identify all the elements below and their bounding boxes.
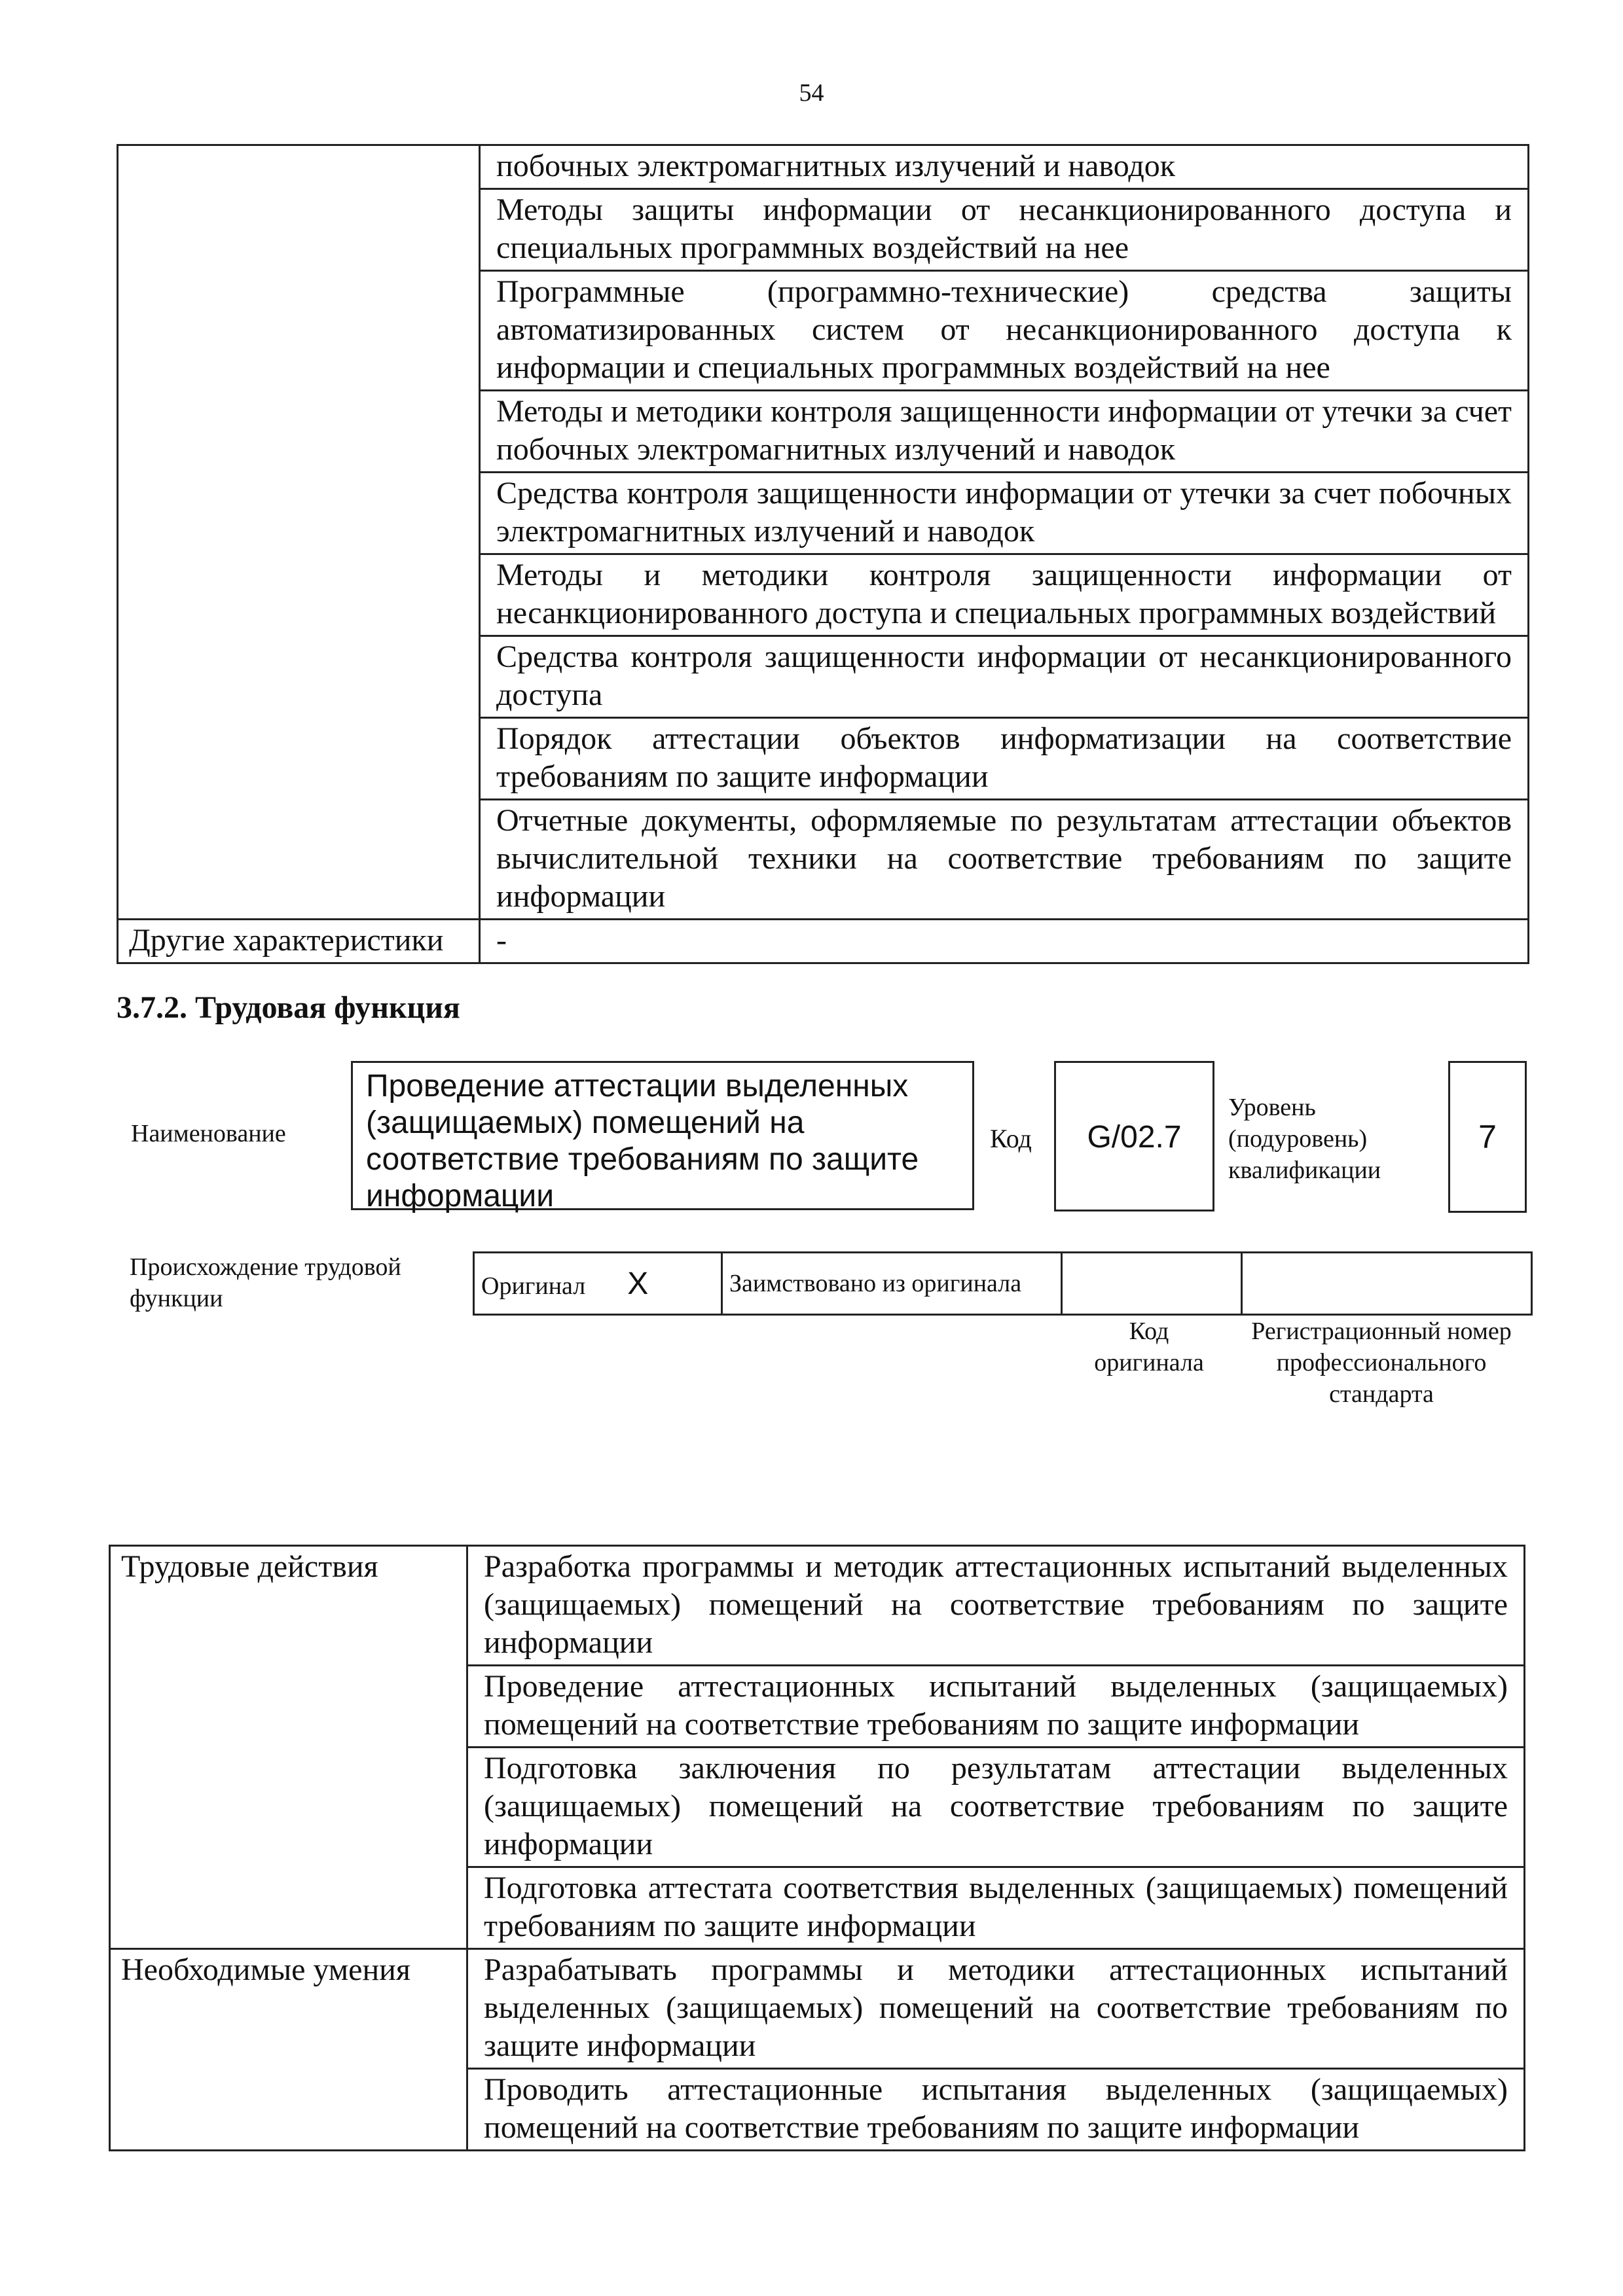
table-row: Порядок аттестации объектов информатизации на соответствие требованиям по защите информации (480, 718, 1529, 800)
knowledge-label-cell (118, 145, 480, 920)
name-label: Наименование (131, 1120, 286, 1147)
table-row: Средства контроля защищенности информации от утечки за счет побочных электромагнитных излучений и наводок (480, 473, 1529, 554)
table-row: побочных электромагнитных излучений и наводок (480, 145, 1529, 189)
table-row: Подготовка заключения по результатам аттестации выделенных (защищаемых) помещений на соответствие требованиям по защите информации (467, 1748, 1525, 1867)
origin-table (473, 1251, 1533, 1316)
original-cell: Оригинал X (474, 1253, 722, 1315)
function-name-box: Проведение аттестации выделенных (защищаемых) помещений на соответствие требованиям по защите информации (351, 1061, 974, 1210)
original-mark: X (627, 1266, 649, 1301)
table-row: Проведение аттестационных испытаний выделенных (защищаемых) помещений на соответствие требованиям по защите информации (467, 1666, 1525, 1748)
table-row: Проводить аттестационные испытания выделенных (защищаемых) помещений на соответствие требованиям по защите информации (467, 2069, 1525, 2151)
borrowed-cell: Заимствовано из оригинала (722, 1253, 1062, 1315)
actions-skills-table (109, 1545, 1525, 2151)
section-heading: 3.7.2. Трудовая функция (117, 990, 460, 1025)
actions-label: Трудовые действия (110, 1546, 467, 1949)
level-box: 7 (1448, 1061, 1527, 1213)
page-number: 54 (799, 79, 824, 107)
code-box: G/02.7 (1054, 1061, 1214, 1211)
table-row: Методы и методики контроля защищенности информации от несанкционированного доступа и специальных программных воздействий (480, 554, 1529, 636)
knowledge-table-continued (117, 144, 1529, 964)
table-row: Отчетные документы, оформляемые по результатам аттестации объектов вычислительной техники на соответствие требованиям по защите информации (480, 800, 1529, 920)
reg-number-cell (1242, 1253, 1532, 1315)
level-label: Уровень (подуровень) квалификации (1228, 1094, 1381, 1184)
original-code-caption: Код оригинала (1094, 1318, 1204, 1376)
table-row: Разрабатывать программы и методики аттестационных испытаний выделенных (защищаемых) помещений на соответствие требованиям по защите информации (467, 1949, 1525, 2069)
table-row: Методы и методики контроля защищенности информации от утечки за счет побочных электромагнитных излучений и наводок (480, 391, 1529, 473)
table-row: Средства контроля защищенности информации от несанкционированного доступа (480, 636, 1529, 718)
table-row: Разработка программы и методик аттестационных испытаний выделенных (защищаемых) помещений на соответствие требованиям по защите информации (467, 1546, 1525, 1666)
other-characteristics-value: - (480, 920, 1529, 963)
other-characteristics-label: Другие характеристики (118, 920, 480, 963)
table-row: Программные (программно-технические) средства защиты автоматизированных систем от несанкционированного доступа к информации и специальных программных воздействий на нее (480, 271, 1529, 391)
original-code-cell (1062, 1253, 1242, 1315)
table-row: Подготовка аттестата соответствия выделенных (защищаемых) помещений требованиям по защите информации (467, 1867, 1525, 1949)
skills-label: Необходимые умения (110, 1949, 467, 2151)
code-label: Код (990, 1124, 1032, 1153)
table-row: Методы защиты информации от несанкционированного доступа и специальных программных воздействий на нее (480, 189, 1529, 271)
origin-label: Происхождение трудовой функции (130, 1253, 401, 1312)
reg-number-caption: Регистрационный номер профессионального стандарта (1251, 1318, 1512, 1408)
